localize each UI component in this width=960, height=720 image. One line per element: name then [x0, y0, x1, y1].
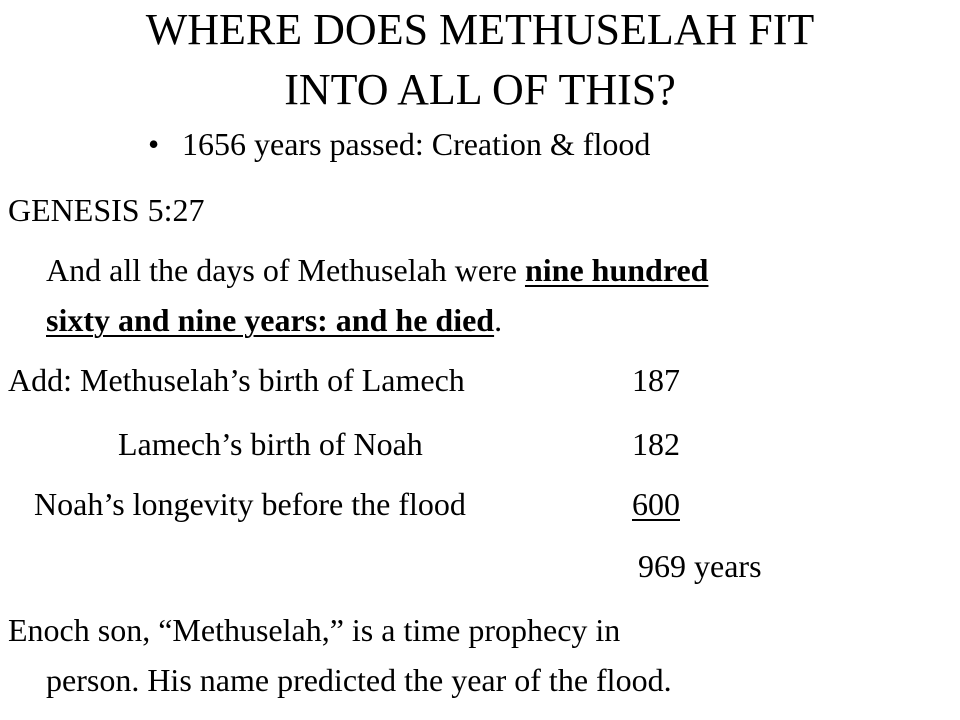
title-line-2: INTO ALL OF THIS?	[284, 65, 676, 114]
quote-emphasis-2: sixty and nine years: and he died	[46, 302, 495, 338]
conclusion-line-1: Enoch son, “Methuselah,” is a time prophecy in	[8, 612, 621, 648]
calc-value-3: 600	[632, 486, 680, 522]
quote-end: .	[494, 302, 503, 338]
bullet-text: 1656 years passed: Creation & flood	[182, 126, 651, 162]
bullet-icon: •	[148, 126, 160, 162]
calc-value-1: 187	[632, 362, 680, 398]
calc-value-2: 182	[632, 426, 680, 462]
quote-emphasis-1: nine hundred	[524, 252, 709, 288]
calc-label-3: Noah’s longevity before the flood	[34, 486, 466, 522]
scripture-reference: GENESIS 5:27	[8, 192, 205, 228]
title-line-1: WHERE DOES METHUSELAH FIT	[145, 5, 815, 54]
bullet-item	[148, 124, 650, 164]
quote-line-2	[46, 300, 502, 340]
calc-total: 969 years	[638, 548, 762, 584]
quote-line-1	[46, 250, 708, 290]
conclusion-line-2: person. His name predicted the year of the flood.	[46, 662, 672, 698]
slide-title	[40, 0, 920, 120]
calc-label-2: Lamech’s birth of Noah	[118, 426, 423, 462]
calc-label-1: Add: Methuselah’s birth of Lamech	[8, 362, 465, 398]
quote-text: And all the days of Methuselah were	[46, 252, 525, 288]
